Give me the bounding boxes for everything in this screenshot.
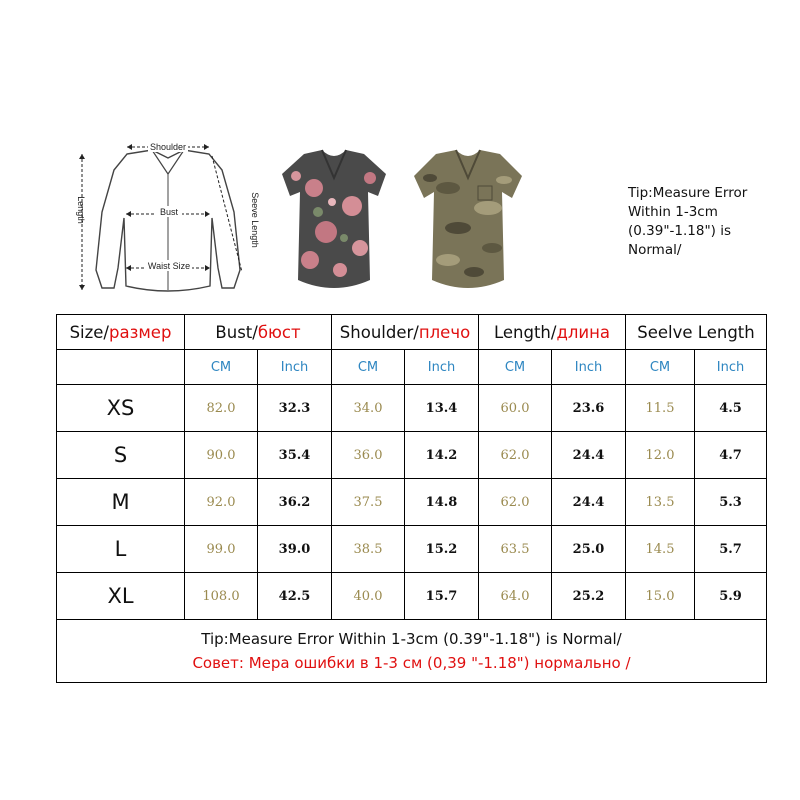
length-inch: 23.6 [552, 385, 626, 432]
tip-line: Tip:Measure Error [628, 185, 748, 201]
shoulder-inch: 14.2 [405, 432, 479, 479]
unit-cm: CM [332, 350, 405, 385]
size-label: L [57, 526, 185, 573]
shoulder-cm: 36.0 [332, 432, 405, 479]
size-label: XL [57, 573, 185, 620]
unit-inch: Inch [405, 350, 479, 385]
shoulder-inch: 15.2 [405, 526, 479, 573]
length-label: Length [76, 196, 86, 224]
bust-cm: 92.0 [185, 479, 258, 526]
shoulder-inch: 15.7 [405, 573, 479, 620]
sleeve-inch: 5.3 [695, 479, 767, 526]
bust-inch: 32.3 [258, 385, 332, 432]
measure-tip [628, 184, 788, 260]
bust-cm: 99.0 [185, 526, 258, 573]
shoulder-cm: 34.0 [332, 385, 405, 432]
shoulder-label: Shoulder [149, 142, 187, 152]
header-bust: Bust/бюст [185, 315, 332, 350]
length-cm: 62.0 [479, 479, 552, 526]
size-label: S [57, 432, 185, 479]
tip-english: Tip:Measure Error Within 1-3cm (0.39"-1.18") is Normal/ [201, 630, 622, 648]
table-row [57, 432, 767, 479]
length-inch: 24.4 [552, 479, 626, 526]
shoulder-cm: 37.5 [332, 479, 405, 526]
sleeve-cm: 14.5 [626, 526, 695, 573]
length-cm: 63.5 [479, 526, 552, 573]
table-row [57, 573, 767, 620]
measurement-diagram [72, 140, 264, 302]
tip-line: Within 1-3cm [628, 204, 718, 220]
bust-inch: 35.4 [258, 432, 332, 479]
bust-cm: 108.0 [185, 573, 258, 620]
length-cm: 62.0 [479, 432, 552, 479]
sleeve-cm: 13.5 [626, 479, 695, 526]
shoulder-cm: 38.5 [332, 526, 405, 573]
shirt-outline-icon [72, 140, 264, 302]
tip-row [57, 620, 767, 683]
bust-inch: 39.0 [258, 526, 332, 573]
tip-cell [57, 620, 767, 683]
table-row [57, 526, 767, 573]
tip-russian: Совет: Мера ошибки в 1-3 см (0,39 "-1.18") нормально / [192, 654, 631, 672]
shoulder-inch: 13.4 [405, 385, 479, 432]
size-chart-table [56, 314, 767, 683]
unit-cm: CM [185, 350, 258, 385]
sleeve-inch: 4.5 [695, 385, 767, 432]
length-cm: 60.0 [479, 385, 552, 432]
bust-inch: 36.2 [258, 479, 332, 526]
bust-label: Bust [159, 207, 179, 217]
unit-cm: CM [626, 350, 695, 385]
sleeve-length-label: Seeve Length [250, 192, 260, 248]
tip-line: (0.39"-1.18") is [628, 223, 732, 239]
camo-shirt-image [408, 148, 528, 298]
header-length: Length/длина [479, 315, 626, 350]
size-label: XS [57, 385, 185, 432]
length-inch: 25.0 [552, 526, 626, 573]
unit-inch: Inch [552, 350, 626, 385]
bust-inch: 42.5 [258, 573, 332, 620]
table-row [57, 385, 767, 432]
unit-inch: Inch [695, 350, 767, 385]
bust-cm: 90.0 [185, 432, 258, 479]
length-cm: 64.0 [479, 573, 552, 620]
unit-cm: CM [479, 350, 552, 385]
waist-size-label: Waist Size [147, 261, 191, 271]
sleeve-inch: 4.7 [695, 432, 767, 479]
header-size: Size/размер [57, 315, 185, 350]
floral-shirt-image [274, 148, 394, 298]
header-shoulder: Shoulder/плечо [332, 315, 479, 350]
sleeve-inch: 5.7 [695, 526, 767, 573]
length-inch: 24.4 [552, 432, 626, 479]
bust-cm: 82.0 [185, 385, 258, 432]
header-sleeve-length: Seelve Length [626, 315, 767, 350]
sleeve-inch: 5.9 [695, 573, 767, 620]
unit-row [57, 350, 767, 385]
unit-spacer [57, 350, 185, 385]
sleeve-cm: 15.0 [626, 573, 695, 620]
header-row [57, 315, 767, 350]
shoulder-cm: 40.0 [332, 573, 405, 620]
length-inch: 25.2 [552, 573, 626, 620]
sleeve-cm: 11.5 [626, 385, 695, 432]
size-label: M [57, 479, 185, 526]
sleeve-cm: 12.0 [626, 432, 695, 479]
unit-inch: Inch [258, 350, 332, 385]
table-row [57, 479, 767, 526]
tip-line: Normal/ [628, 242, 682, 258]
shoulder-inch: 14.8 [405, 479, 479, 526]
